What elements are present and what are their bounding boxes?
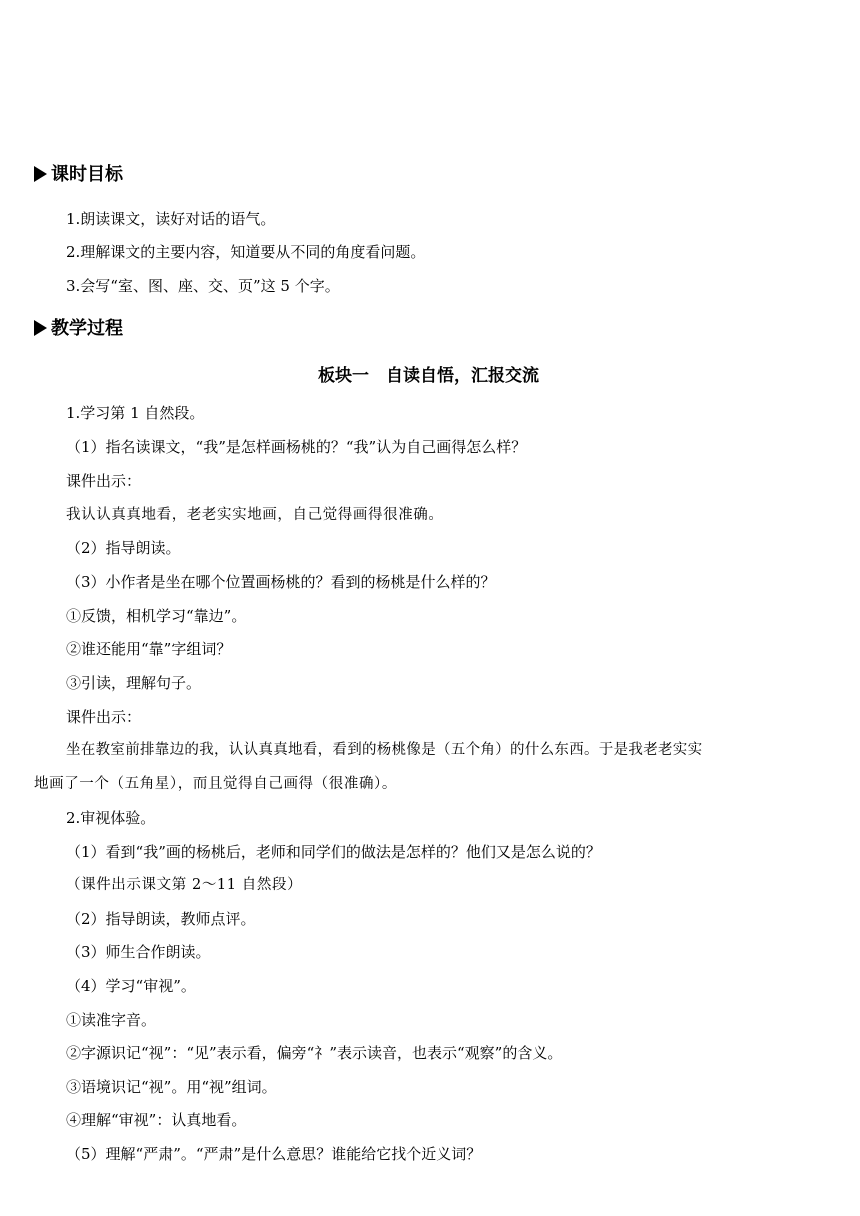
body-line: 课件出示： [66,472,142,490]
goal-item: 2.理解课文的主要内容，知道要从不同的角度看问题。 [66,243,426,261]
body-line: ③引读，理解句子。 [66,674,202,692]
goal-item: 1.朗读课文，读好对话的语气。 [66,210,276,228]
courseware-quote: 坐在教室前排靠边的我，认认真真地看，看到的杨桃像是（五个角）的什么东西。于是我老老实实 [66,742,703,758]
goals-heading [34,164,123,186]
body-line: 1.学习第 1 自然段。 [66,404,205,422]
body-line: ④理解“审视”：认真地看。 [66,1111,247,1129]
body-line: ③语境识记“视”。用“视”组词。 [66,1078,277,1096]
courseware-quote: 地画了一个（五角星），而且觉得自己画得（很准确）。 [34,776,397,792]
body-line: （2）指导朗读。 [66,539,181,557]
body-line: （3）师生合作朗读。 [66,943,211,961]
body-line: ①读准字音。 [66,1011,157,1029]
goals-heading-text: 课时目标 [51,164,123,185]
goal-item: 3.会写“室、图、座、交、页”这 5 个字。 [66,277,340,295]
courseware-quote: 我认认真真地看，老老实实地画，自己觉得画得很准确。 [66,507,444,523]
body-line: （2）指导朗读，教师点评。 [66,910,256,928]
process-heading [34,318,123,340]
block-title: 板块一 自读自悟，汇报交流 [318,366,539,386]
body-line: 课件出示： [66,708,142,726]
courseware-note: （课件出示课文第 2～11 自然段） [66,877,303,893]
body-line: （5）理解“严肃”。“严肃”是什么意思？谁能给它找个近义词？ [66,1145,482,1163]
triangle-bullet-icon [34,166,47,182]
process-heading-text: 教学过程 [51,318,123,339]
body-line: （3）小作者是坐在哪个位置画杨桃的？看到的杨桃是什么样的？ [66,573,496,591]
body-line: （4）学习“审视”。 [66,977,196,995]
body-line: （1）指名读课文，“我”是怎样画杨桃的？“我”认为自己画得怎么样？ [66,438,527,456]
body-line: ②字源识记“视”：“见”表示看，偏旁“礻”表示读音，也表示“观察”的含义。 [66,1044,563,1062]
body-line: ①反馈，相机学习“靠边”。 [66,607,247,625]
body-line: ②谁还能用“靠”字组词？ [66,640,232,658]
triangle-bullet-icon [34,320,47,336]
body-line: （1）看到“我”画的杨桃后，老师和同学们的做法是怎样的？他们又是怎么说的？ [66,843,601,861]
body-line: 2.审视体验。 [66,809,156,827]
